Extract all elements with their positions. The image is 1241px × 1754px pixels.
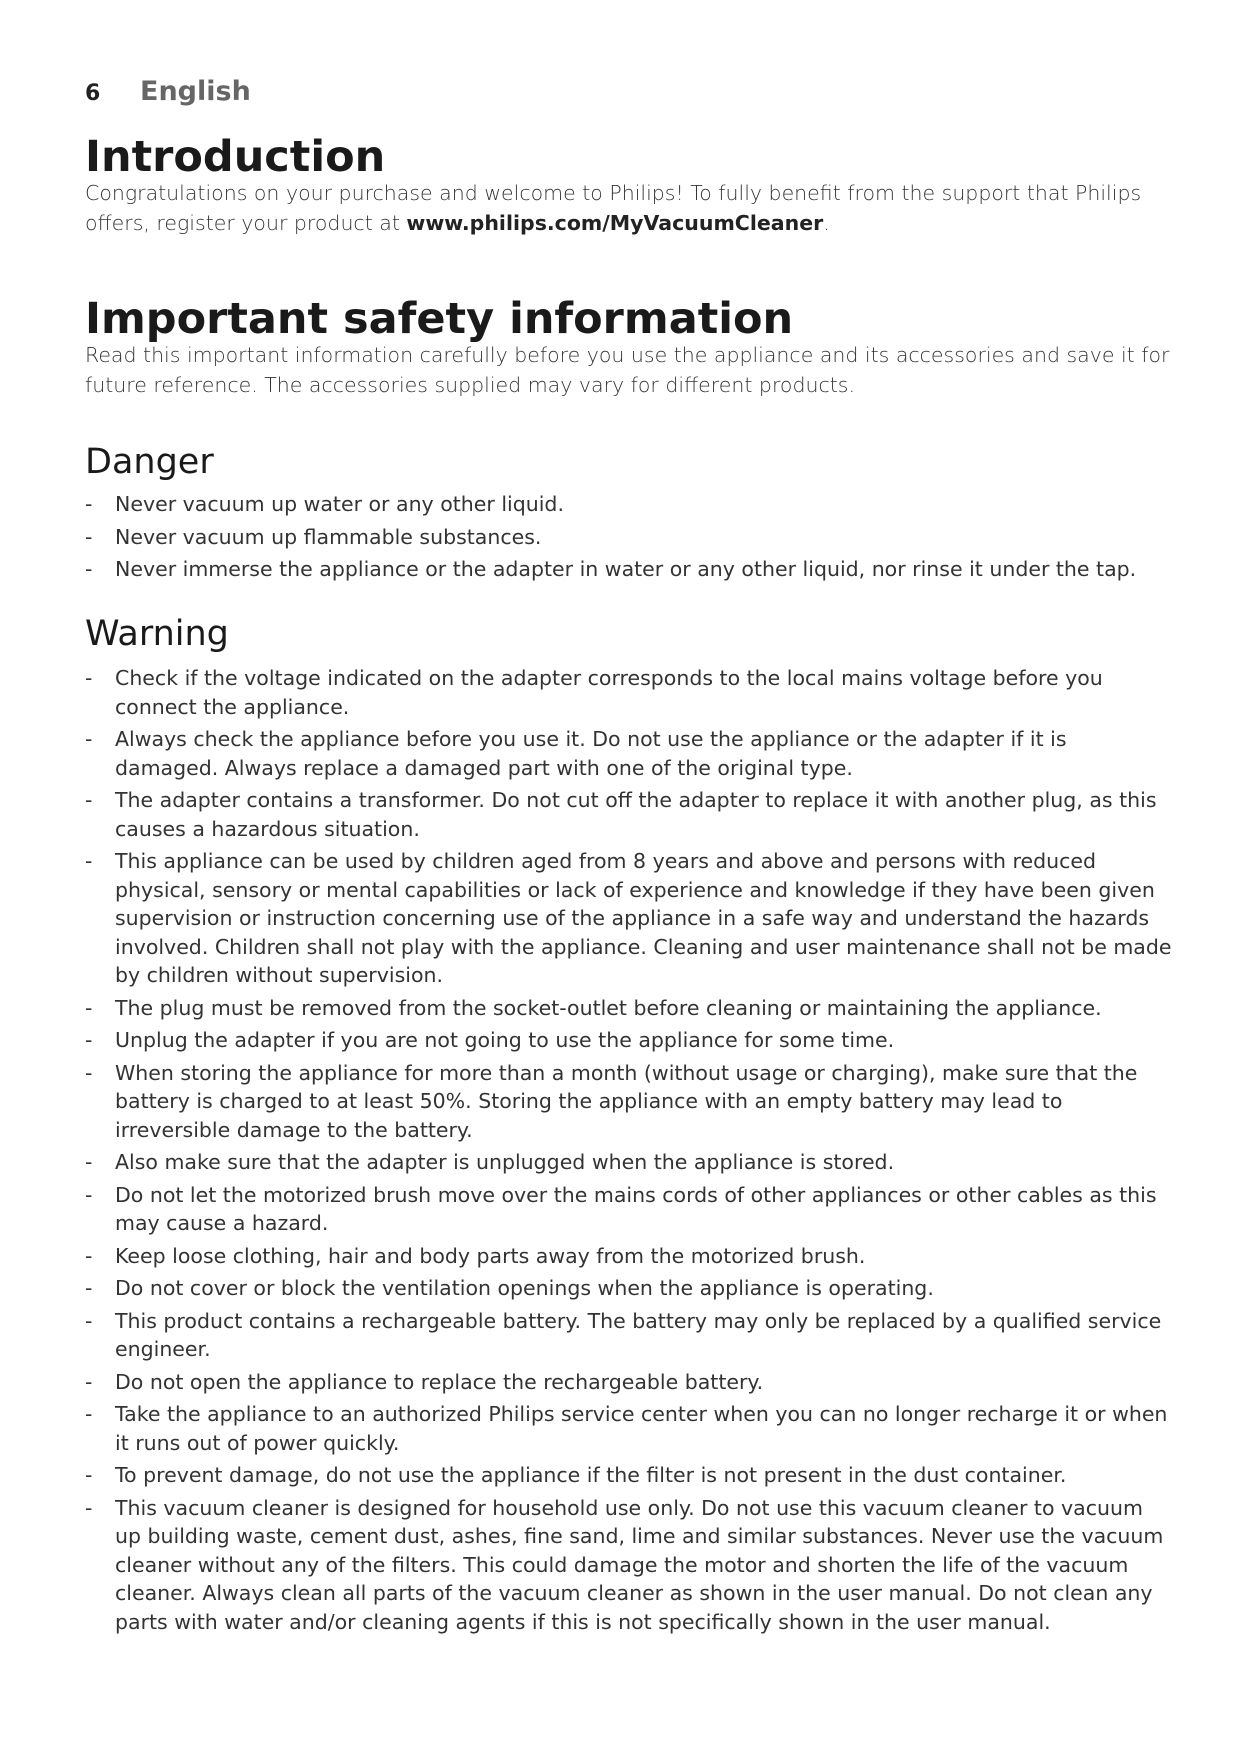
warning-item: - The plug must be removed from the socket-outlet before cleaning or maintaining the appliance.	[85, 994, 1175, 1023]
introduction-heading: Introduction	[85, 132, 386, 182]
warning-item: - Keep loose clothing, hair and body parts away from the motorized brush.	[85, 1242, 1175, 1271]
intro-text-after-link: .	[823, 211, 830, 235]
warning-item: - This product contains a rechargeable battery. The battery may only be replaced by a qualified service engineer.	[85, 1307, 1175, 1364]
warning-item: - Check if the voltage indicated on the adapter corresponds to the local mains voltage before you connect the appliance.	[85, 664, 1175, 721]
danger-item: - Never vacuum up flammable substances.	[85, 523, 1175, 552]
warning-item: - This vacuum cleaner is designed for household use only. Do not use this vacuum cleaner to vacuum up building waste, cement dust, ashes, fine sand, lime and similar substances. Never use the vacuum cleaner without any of the filters. This could damage the motor and shorten the life of the vacuum cleaner. Always clean all parts of the vacuum cleaner as shown in the user manual. Do not clean any parts with water and/or cleaning agents if this is not specifically shown in the user manual.	[85, 1494, 1175, 1637]
warning-item: - When storing the appliance for more than a month (without usage or charging), make sure that the battery is charged to at least 50%. Storing the appliance with an empty battery may lead to irreversible damage to the battery.	[85, 1059, 1175, 1145]
warning-list	[85, 664, 1175, 1640]
register-link[interactable]: www.philips.com/MyVacuumCleaner	[406, 211, 824, 235]
warning-item: - This appliance can be used by children aged from 8 years and above and persons with reduced physical, sensory or mental capabilities or lack of experience and knowledge if they have been given supervision or instruction concerning use of the appliance in a safe way and understand the hazards involved. Children shall not play with the appliance. Cleaning and user maintenance shall not be made by children without supervision.	[85, 847, 1175, 990]
warning-item: - Always check the appliance before you use it. Do not use the appliance or the adapter if it is damaged. Always replace a damaged part with one of the original type.	[85, 725, 1175, 782]
warning-item: - Do not open the appliance to replace the rechargeable battery.	[85, 1368, 1175, 1397]
warning-item: - The adapter contains a transformer. Do not cut off the adapter to replace it with another plug, as this causes a hazardous situation.	[85, 786, 1175, 843]
danger-item: - Never vacuum up water or any other liquid.	[85, 490, 1175, 519]
safety-text: Read this important information carefully before you use the appliance and its accessories and save it for future reference. The accessories supplied may vary for different products.	[85, 343, 1170, 397]
warning-item: - Also make sure that the adapter is unplugged when the appliance is stored.	[85, 1148, 1175, 1177]
warning-item: - Do not let the motorized brush move over the mains cords of other appliances or other cables as this may cause a hazard.	[85, 1181, 1175, 1238]
intro-text-before-link: Congratulations on your purchase and welcome to Philips! To fully benefit from the support that Philips offers, register your product at	[85, 181, 1142, 235]
warning-item: - Take the appliance to an authorized Philips service center when you can no longer recharge it or when it runs out of power quickly.	[85, 1400, 1175, 1457]
page-number: 6	[85, 81, 101, 106]
danger-list	[85, 490, 1175, 588]
danger-item: - Never immerse the appliance or the adapter in water or any other liquid, nor rinse it under the tap.	[85, 555, 1175, 584]
danger-heading: Danger	[85, 442, 214, 482]
warning-item: - To prevent damage, do not use the appliance if the filter is not present in the dust container.	[85, 1461, 1175, 1490]
safety-heading: Important safety information	[85, 294, 794, 344]
introduction-text	[85, 178, 1175, 238]
warning-heading: Warning	[85, 614, 229, 654]
warning-item: - Unplug the adapter if you are not going to use the appliance for some time.	[85, 1026, 1175, 1055]
language-label: English	[140, 76, 251, 107]
page-header	[85, 76, 251, 107]
warning-item: - Do not cover or block the ventilation openings when the appliance is operating.	[85, 1274, 1175, 1303]
